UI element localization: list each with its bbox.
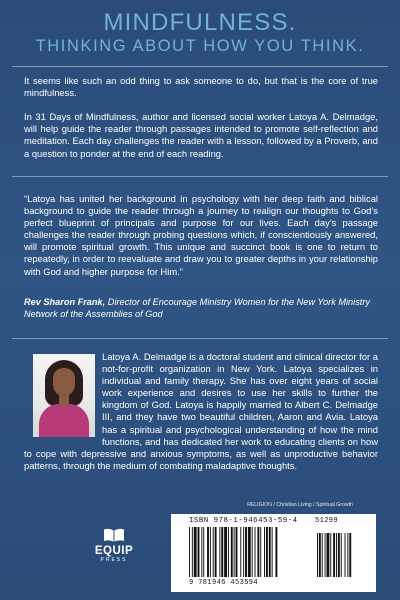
cover-title <box>0 9 400 56</box>
quote-divider-bottom <box>12 338 388 339</box>
barcode-addon-digits: 51299 <box>315 517 339 525</box>
isbn-barcode <box>171 514 376 592</box>
title-line-2: THINKING ABOUT HOW YOU THINK. <box>35 37 365 55</box>
barcode-digits: 9 781946 453594 <box>189 579 259 587</box>
endorsement-quote: “Latoya has united her background in psychology with her deep faith and biblical background to guide the reader through a journey to realign our thoughts to God’s perfect blueprint of principals and purpose for our lives. Each day’s passage challenges the reader through probing questions which, if conscientiously answered, will promote spiritual growth. This unique and succinct book is one to return to repeatedly, in order to reevaluate and draw you to greater depths in your relationship with God and higher purpose for Him.” <box>24 193 378 277</box>
publisher-sub: PRESS <box>100 557 128 563</box>
author-bio-text: Latoya A. Delmadge is a doctoral student and clinical director for a not-for-profit organization in New York. Latoya specializes in individual and family therapy. She has over eight years of social work experience and desires to use her skills to further the kingdom of God. Latoya is happily married to Albert C. Delmadge III, and they have two beautiful children, Aaron and Avia. Latoya has a spiritual and psychological understanding of how the mind functions, and has dedicated her work to educating clients on how to cope with depressive and anxious symptoms, as well as unproductive behavior patterns, through the medium of combating maladaptive thoughts. <box>24 351 378 471</box>
intro-paragraph: It seems like such an odd thing to ask someone to do, but that is the core of true mindfulness. <box>24 75 378 99</box>
quote-divider-top <box>12 176 388 177</box>
title-line-1: MINDFULNESS. <box>103 9 297 36</box>
isbn-number: ISBN 978-1-946453-59-4 <box>189 517 298 525</box>
top-divider <box>12 66 388 67</box>
publisher-name: EQUIP <box>94 545 134 557</box>
barcode-bars <box>189 527 369 579</box>
endorser-role: Director of Encourage Ministry Women for the New York Ministry Network of the Assemblies of God <box>24 297 371 319</box>
endorsement-attribution <box>24 296 378 320</box>
category-label: RELIGION / Christian Living / Spiritual Growth <box>247 502 353 508</box>
description-paragraph: In 31 Days of Mindfulness, author and licensed social worker Latoya A. Delmadge, will help guide the reader through passages intended to promote self-reflection and meditation. Each day challenges the reader with a lesson, followed by a Proverb, and a question to ponder at the end of each reading. <box>24 111 378 159</box>
author-bio <box>24 351 378 472</box>
endorser-name: Rev Sharon Frank, <box>24 297 106 307</box>
publisher-logo <box>92 527 136 564</box>
open-book-icon <box>103 527 125 543</box>
